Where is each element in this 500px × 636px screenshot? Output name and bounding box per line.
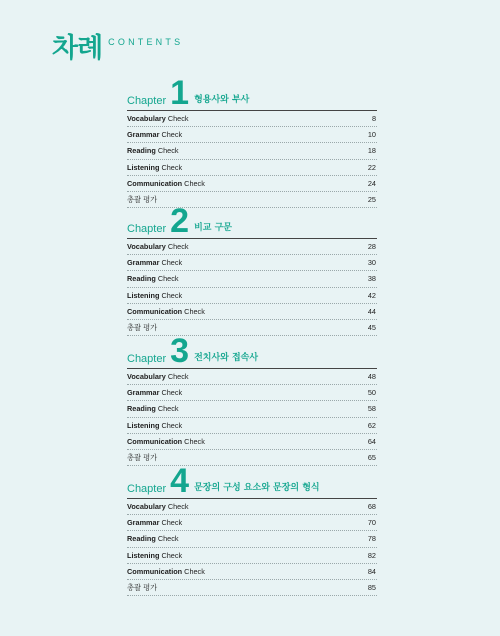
- entry-label: Vocabulary Check: [127, 502, 189, 512]
- page-subtitle: CONTENTS: [108, 37, 184, 47]
- chapter-heading: [127, 464, 377, 499]
- chapter-word: Chapter: [127, 353, 167, 365]
- entry-label: Listening Check: [127, 162, 183, 172]
- toc-entry[interactable]: [127, 127, 377, 143]
- chapter-heading: [127, 334, 377, 369]
- toc-entry[interactable]: [127, 418, 377, 434]
- entry-label: Listening Check: [127, 420, 183, 430]
- toc-entry[interactable]: [127, 531, 377, 547]
- entry-page: 30: [367, 258, 376, 268]
- chapter-number: 1: [170, 74, 190, 112]
- entry-page: 24: [367, 178, 376, 188]
- chapter-title: 전치사와 접속사: [194, 353, 259, 363]
- entry-label: Vocabulary Check: [127, 242, 189, 252]
- entry-page: 44: [367, 306, 376, 316]
- toc-entry[interactable]: [127, 564, 377, 580]
- entry-page: 42: [367, 290, 376, 300]
- entry-label: 총괄 평가: [127, 582, 158, 592]
- chapter-section-1: [127, 76, 377, 208]
- chapter-heading: [127, 204, 377, 239]
- entry-page: 84: [367, 566, 376, 576]
- entry-label: Grammar Check: [127, 518, 183, 528]
- entry-label: Reading Check: [127, 146, 179, 156]
- chapter-word: Chapter: [127, 223, 167, 235]
- entry-page: 25: [367, 195, 376, 205]
- toc-entry[interactable]: [127, 385, 377, 401]
- chapter-heading: [127, 76, 377, 111]
- chapter-title: 형용사와 부사: [194, 95, 250, 105]
- entry-page: 38: [367, 274, 376, 284]
- chapter-title: 비교 구문: [194, 223, 232, 233]
- entry-label: Grammar Check: [127, 388, 183, 398]
- chapter-section-3: [127, 334, 377, 466]
- entry-label: Communication Check: [127, 436, 205, 446]
- entry-label: Communication Check: [127, 566, 205, 576]
- entry-page: 70: [367, 518, 376, 528]
- entry-label: Listening Check: [127, 290, 183, 300]
- entry-page: 82: [367, 550, 376, 560]
- entry-page: 58: [367, 404, 376, 414]
- entry-label: Reading Check: [127, 274, 179, 284]
- entry-label: Vocabulary Check: [127, 114, 189, 124]
- toc-entry[interactable]: [127, 239, 377, 255]
- entry-page: 62: [367, 420, 376, 430]
- entry-label: Communication Check: [127, 178, 205, 188]
- toc-entry[interactable]: [127, 160, 377, 176]
- entry-page: 10: [367, 130, 376, 140]
- entry-label: 총괄 평가: [127, 322, 158, 332]
- toc-entry[interactable]: [127, 580, 377, 596]
- entry-label: Vocabulary Check: [127, 372, 189, 382]
- entry-label: Reading Check: [127, 404, 179, 414]
- toc-entry[interactable]: [127, 255, 377, 271]
- entry-page: 68: [367, 502, 376, 512]
- entry-page: 28: [367, 242, 376, 252]
- chapter-number: 4: [170, 462, 190, 500]
- toc-entry[interactable]: [127, 401, 377, 417]
- chapter-number: 3: [170, 332, 190, 370]
- chapter-section-4: [127, 464, 377, 596]
- toc-entry[interactable]: [127, 176, 377, 192]
- entry-page: 78: [367, 534, 376, 544]
- entry-page: 22: [367, 162, 376, 172]
- page-title: 차례: [52, 33, 103, 64]
- toc-entry[interactable]: [127, 548, 377, 564]
- toc-entry[interactable]: [127, 499, 377, 515]
- entry-page: 85: [367, 583, 376, 593]
- entry-label: 총괄 평가: [127, 452, 158, 462]
- entry-label: Listening Check: [127, 550, 183, 560]
- entry-page: 65: [367, 453, 376, 463]
- toc-entry[interactable]: [127, 143, 377, 159]
- entry-label: 총괄 평가: [127, 194, 158, 204]
- toc-entry[interactable]: [127, 515, 377, 531]
- entry-label: Communication Check: [127, 306, 205, 316]
- entry-page: 8: [371, 114, 376, 124]
- chapter-section-2: [127, 204, 377, 336]
- toc-entry[interactable]: [127, 271, 377, 287]
- entry-page: 18: [367, 146, 376, 156]
- toc-entry[interactable]: [127, 288, 377, 304]
- toc-entry[interactable]: [127, 304, 377, 320]
- entry-page: 45: [367, 323, 376, 333]
- entry-page: 48: [367, 372, 376, 382]
- chapter-title: 문장의 구성 요소와 문장의 형식: [194, 483, 320, 493]
- entry-label: Reading Check: [127, 534, 179, 544]
- toc-entry[interactable]: [127, 111, 377, 127]
- chapter-word: Chapter: [127, 483, 167, 495]
- page-header: [52, 34, 183, 64]
- entry-page: 50: [367, 388, 376, 398]
- chapter-number: 2: [170, 202, 190, 240]
- toc-entry[interactable]: [127, 369, 377, 385]
- toc-entry[interactable]: [127, 434, 377, 450]
- entry-label: Grammar Check: [127, 130, 183, 140]
- entry-label: Grammar Check: [127, 258, 183, 268]
- chapter-word: Chapter: [127, 95, 167, 107]
- entry-page: 64: [367, 436, 376, 446]
